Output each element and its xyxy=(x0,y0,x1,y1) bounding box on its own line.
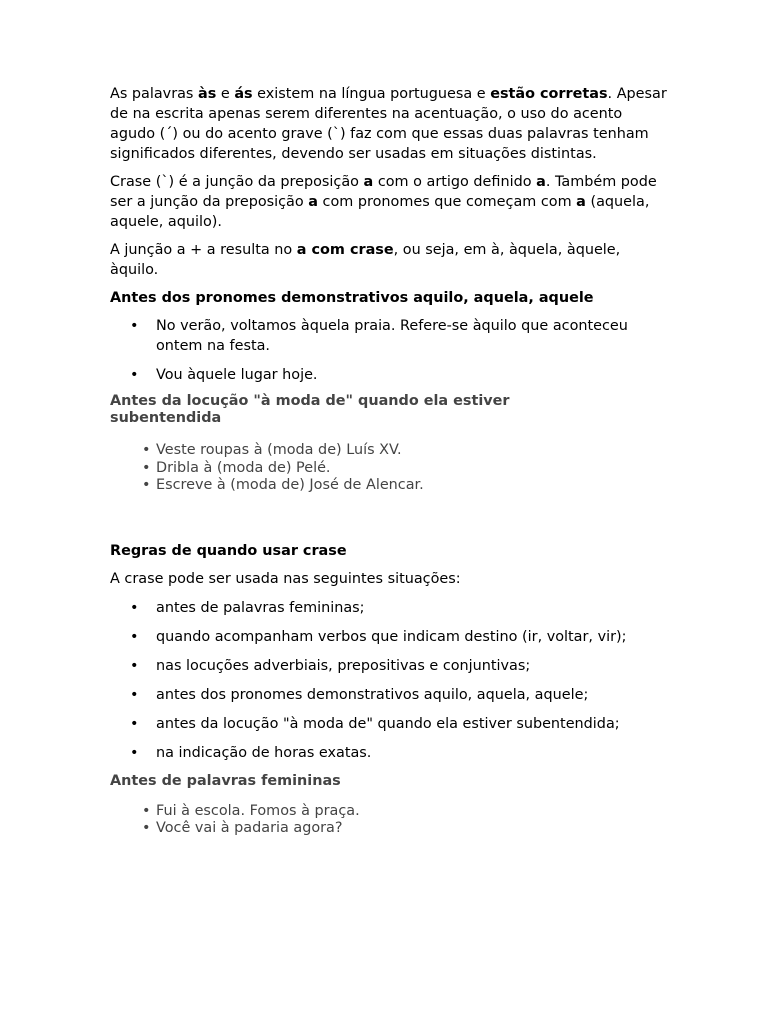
text-run: A junção a + a resulta no xyxy=(110,242,297,258)
list-item-text: Você vai à padaria agora? xyxy=(156,820,343,836)
bullet-icon: • xyxy=(130,715,139,732)
bullet-icon: • xyxy=(130,318,139,334)
bullet-icon: • xyxy=(142,459,151,476)
text-run: com pronomes que começam com xyxy=(317,194,577,210)
text-run: (aquela, aquele, aquilo). xyxy=(110,194,650,230)
text-run: e xyxy=(216,86,235,102)
bold-run: ás xyxy=(234,86,253,102)
regras-intro: A crase pode ser usada nas seguintes situações: xyxy=(110,570,461,587)
bold-run: a xyxy=(363,174,374,190)
list-item xyxy=(110,598,670,618)
bold-run: a xyxy=(576,194,586,210)
text-run: com o artigo definido xyxy=(373,174,537,190)
heading-demonstrativos: Antes dos pronomes demonstrativos aquilo, aquela, aquele xyxy=(110,290,594,306)
bullet-icon: • xyxy=(130,599,139,616)
bullet-icon: • xyxy=(130,628,139,645)
list-item xyxy=(110,820,670,838)
list-item xyxy=(110,803,670,821)
heading-regras: Regras de quando usar crase xyxy=(110,542,347,559)
list-item xyxy=(110,656,670,676)
bold-run: estão corretas xyxy=(490,86,608,102)
list-item xyxy=(110,316,670,356)
list-item-text: quando acompanham verbos que indicam destino (ir, voltar, vir); xyxy=(156,628,627,645)
bold-run: às xyxy=(198,86,217,102)
text-run: . Apesar de na escrita apenas serem diferentes na acentuação, o uso do acento agudo (´) ou do acento grave (`) faz com que essas duas palavras tenham significados diferentes, devendo ser usadas em situações distintas. xyxy=(110,86,667,162)
list-item xyxy=(110,442,670,460)
list-item-text: antes dos pronomes demonstrativos aquilo, aquela, aquele; xyxy=(156,686,589,703)
bullet-icon: • xyxy=(142,802,151,819)
list-item-text: Vou àquele lugar hoje. xyxy=(156,367,318,383)
list-item xyxy=(110,477,670,495)
femininas-list xyxy=(110,803,670,838)
bold-run: a xyxy=(308,194,318,210)
text-run: , ou seja, em à, àquela, àquele, àquilo. xyxy=(110,242,621,278)
heading-moda: Antes da locução "à moda de" quando ela estiver subentendida xyxy=(110,393,510,426)
demonstrativos-list xyxy=(110,316,670,385)
bullet-icon: • xyxy=(142,477,151,493)
list-item-text: antes de palavras femininas; xyxy=(156,599,365,616)
bold-run: a com crase xyxy=(296,242,394,258)
list-item-text: Veste roupas à (moda de) Luís XV. xyxy=(156,442,402,458)
bullet-icon: • xyxy=(130,744,139,761)
bullet-icon: • xyxy=(142,442,151,458)
crase-definition-paragraph xyxy=(110,172,670,232)
intro-paragraph xyxy=(110,84,670,164)
list-item-text: Dribla à (moda de) Pelé. xyxy=(156,459,331,476)
text-run: Crase (`) é a junção da preposição xyxy=(110,174,364,190)
list-item-text: No verão, voltamos àquela praia. Refere-se àquilo que aconteceu ontem na festa. xyxy=(156,318,628,354)
bullet-icon: • xyxy=(130,657,139,674)
moda-list xyxy=(110,442,670,495)
list-item-text: antes da locução "à moda de" quando ela estiver subentendida; xyxy=(156,715,620,732)
text-run: existem na língua portuguesa e xyxy=(252,86,491,102)
list-item xyxy=(110,627,670,647)
heading-femininas: Antes de palavras femininas xyxy=(110,772,341,789)
list-item-text: Fui à escola. Fomos à praça. xyxy=(156,802,360,819)
text-run: As palavras xyxy=(110,86,199,102)
list-item xyxy=(110,743,670,763)
list-item xyxy=(110,714,670,734)
document-body xyxy=(110,84,670,838)
list-item xyxy=(110,685,670,705)
bullet-icon: • xyxy=(130,686,139,703)
list-item-text: na indicação de horas exatas. xyxy=(156,744,372,761)
juncao-paragraph xyxy=(110,240,670,280)
list-item xyxy=(110,365,670,385)
bullet-icon: • xyxy=(130,367,139,383)
bold-run: a xyxy=(536,174,546,190)
list-item-text: nas locuções adverbiais, prepositivas e conjuntivas; xyxy=(156,657,531,674)
list-item-text: Escreve à (moda de) José de Alencar. xyxy=(156,477,424,493)
list-item xyxy=(110,460,670,478)
bullet-icon: • xyxy=(142,820,151,836)
regras-list xyxy=(110,598,670,763)
text-run: . Também pode ser a junção da preposição xyxy=(110,174,657,210)
